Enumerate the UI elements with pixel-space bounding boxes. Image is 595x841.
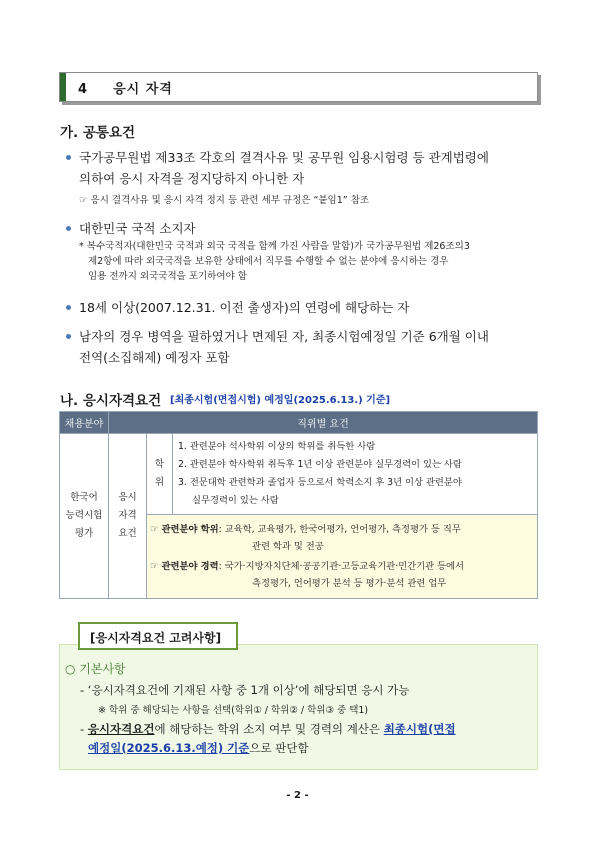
common-heading: 가. 공통요건 [60,125,136,141]
qualification-table [59,411,538,599]
cons-line-2: - 응시자격요건에 해당하는 학위 소지 여부 및 경력의 계산은 최종시험(면접 [80,722,456,736]
req-cell: 응시 자격 요건 [109,434,147,599]
bullet-dot [66,226,71,231]
cons-line-1-note: ※ 학위 중 해당되는 사항을 선택(학위① / 학위② / 학위③ 중 택1) [98,705,369,716]
qual-heading: 나. 응시자격요건 [60,393,162,409]
section-number: 4 [78,82,89,97]
page-number: - 2 - [286,790,309,801]
cons-line-1: - ‘응시자격요건에 기재된 사항 중 1개 이상’에 해당되면 응시 가능 [80,683,410,697]
qual-basis: [최종시험(면접시험) 예정일(2025.6.13.) 기준] [170,395,391,406]
degree-label-cell: 학 위 [147,434,173,515]
related-cell: ☞ 관련분야 학위: 교육학, 교육평가, 한국어평가, 언어평가, 측정평가 등 직무 관련 학과 및 전공 ☞ 관련분야 경력: 국가·지방자치단체·공공기관·고등교육기관·민간기관 등에서 측정평가, 언어평가 분석 등 평가·분석 관련 업무 [147,515,538,599]
fields-label: 관련분야 학위 [161,524,219,535]
common-item-2: 대한민국 국적 소지자 [79,221,196,236]
degree-items-cell: 1. 관련분야 석사학위 이상의 학위를 취득한 사람 2. 관련분야 학사학위 취득후 1년 이상 관련분야 실무경력이 있는 사람 3. 전문대학 관련학과 졸업자 등으로서 학력소지 후 3년 이상 관련분야 실무경력이 있는 사람 [173,434,538,515]
common-item-1: 국가공무원법 제33조 각호의 결격사유 및 공무원 임용시험령 등 관계법령에 의하여 응시 자격을 정지당하지 아니한 자 [79,150,489,186]
col-req-header: 직위별 요건 [109,412,538,434]
section-title: 응시 자격 [113,82,173,97]
col-field-header: 채용분야 [60,412,109,434]
section-header [59,72,538,102]
common-note-1: ☞ 응시 결격사유 및 응시 자격 정지 등 관련 세부 규정은 “붙임1” 참조 [79,195,370,206]
cons-line-3: 예정일(2025.6.13.예정) 기준으로 판단함 [88,741,309,755]
considerations-title: [응시자격요건 고려사항] [78,622,238,650]
common-item-4: 남자의 경우 병역을 필하였거나 면제된 자, 최종시험예정일 기준 6개월 이내 전역(소집해제) 예정자 포함 [79,329,489,365]
section-header-bar [60,73,66,101]
bullet-dot [66,155,71,160]
career-label: 관련분야 경력 [161,561,219,572]
basic-heading: ○ 기본사항 [65,662,126,676]
bullet-dot [66,305,71,310]
field-cell: 한국어 능력시험 평가 [60,434,109,599]
common-item-3: 18세 이상(2007.12.31. 이전 출생자)의 연령에 해당하는 자 [79,300,410,315]
bullet-dot [66,334,71,339]
common-note-2: * 복수국적자(대한민국 국적과 외국 국적을 함께 가진 사람을 말함)가 국가공무원법 제26조의3 제2항에 따라 외국국적을 보유한 상태에서 직무를 수행할 수 없는 분야에 응시하는 경우 임용 전까지 외국국적을 포기하여야 함 [79,241,470,282]
